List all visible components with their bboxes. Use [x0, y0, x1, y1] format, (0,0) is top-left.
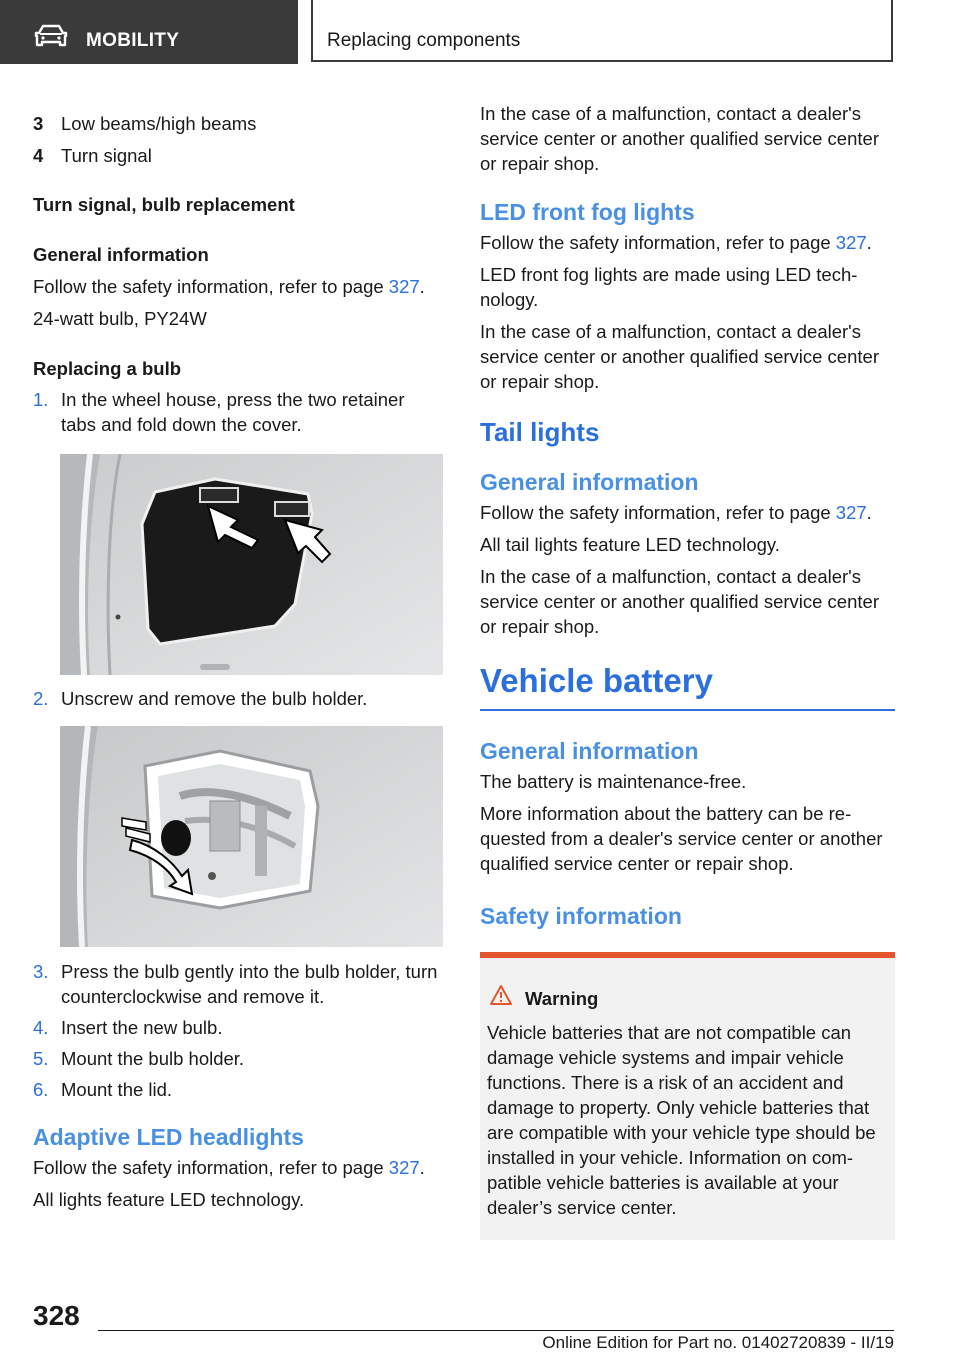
fog-text: LED front fog lights are made using LED technology.	[480, 264, 858, 310]
battery-heading: Vehicle battery	[480, 662, 713, 699]
warning-box	[480, 952, 895, 1240]
warning-text: Vehicle batteries that are not compatible can damage vehicle systems and impair vehicle functions. There is a risk of an accident and damage to property. Only vehicle batteries that are compatible with your vehicle type should be installed in your vehicle. Information on compatible vehicle batteries is available at your dealer’s service center.	[487, 1022, 876, 1218]
right-column	[480, 101, 895, 1240]
step-item: 3. Press the bulb gently into the bulb holder, turn counterclockwise and remove it.	[33, 961, 438, 1007]
car-icon	[34, 24, 68, 53]
fog-reference: Follow the safety information, refer to page 327.	[480, 232, 872, 253]
warning-title: Warning	[525, 987, 599, 1009]
legend-item: 3 Low beams/high beams	[33, 113, 257, 134]
turn-signal-heading: Turn signal, bulb replacement	[33, 194, 295, 215]
tail-reference: Follow the safety information, refer to page 327.	[480, 502, 872, 523]
adaptive-reference: Follow the safety information, refer to page 327.	[33, 1157, 425, 1178]
step-item: 5. Mount the bulb holder.	[33, 1048, 245, 1069]
footer-rule	[98, 1330, 894, 1331]
cover-photo	[60, 454, 443, 675]
malfunction-text: In the case of a malfunction, contact a dealer's service center or another qualified service center or repair shop.	[480, 103, 879, 174]
warning-triangle-icon	[487, 984, 525, 1012]
section-title: Replacing components	[327, 30, 521, 51]
step-item: 2. Unscrew and remove the bulb holder.	[33, 688, 368, 709]
tail-text: All tail lights feature LED technology.	[480, 534, 780, 555]
header-tab-label: MOBILITY	[86, 30, 180, 51]
heading-rule	[480, 709, 895, 711]
fog-malfunction: In the case of a malfunction, contact a dealer's service center or another qualified service center or repair shop.	[480, 321, 879, 392]
step-item: 6. Mount the lid.	[33, 1079, 173, 1100]
header-tab	[0, 0, 298, 64]
safety-heading: Safety information	[480, 903, 682, 929]
step-item: 4. Insert the new bulb.	[33, 1017, 223, 1038]
tail-heading: Tail lights	[480, 417, 600, 447]
left-column	[33, 111, 443, 1212]
tail-general-heading: General information	[480, 469, 699, 495]
header-title-box	[311, 0, 893, 62]
page-number: 328	[33, 1300, 80, 1331]
safety-reference: Follow the safety information, refer to page 327.	[33, 276, 425, 297]
fog-heading: LED front fog lights	[480, 199, 695, 225]
edition-text: Online Edition for Part no. 01402720839 - II/19	[542, 1333, 894, 1352]
step-item: 1. In the wheel house, press the two retainer tabs and fold down the cover.	[33, 389, 405, 435]
tail-malfunction: In the case of a malfunction, contact a dealer's service center or another qualified service center or repair shop.	[480, 566, 879, 637]
page-link[interactable]: 327	[835, 502, 867, 523]
adaptive-text: All lights feature LED technology.	[33, 1189, 305, 1210]
battery-text-1: The battery is maintenance-free.	[480, 771, 747, 792]
page-link[interactable]: 327	[388, 1157, 420, 1178]
page-link[interactable]: 327	[388, 276, 420, 297]
battery-text-2: More information about the battery can be requested from a dealer's service center or another qualified service center or repair shop.	[480, 803, 883, 874]
battery-general-heading: General information	[480, 738, 699, 764]
warning-title-row	[487, 984, 887, 1012]
general-info-heading: General information	[33, 244, 209, 265]
legend-item: 4 Turn signal	[33, 145, 152, 166]
adaptive-heading: Adaptive LED headlights	[33, 1124, 304, 1150]
bulb-holder-photo	[60, 726, 443, 947]
bulb-type: 24-watt bulb, PY24W	[33, 308, 207, 329]
replacing-heading: Replacing a bulb	[33, 358, 182, 379]
page-link[interactable]: 327	[835, 232, 867, 253]
